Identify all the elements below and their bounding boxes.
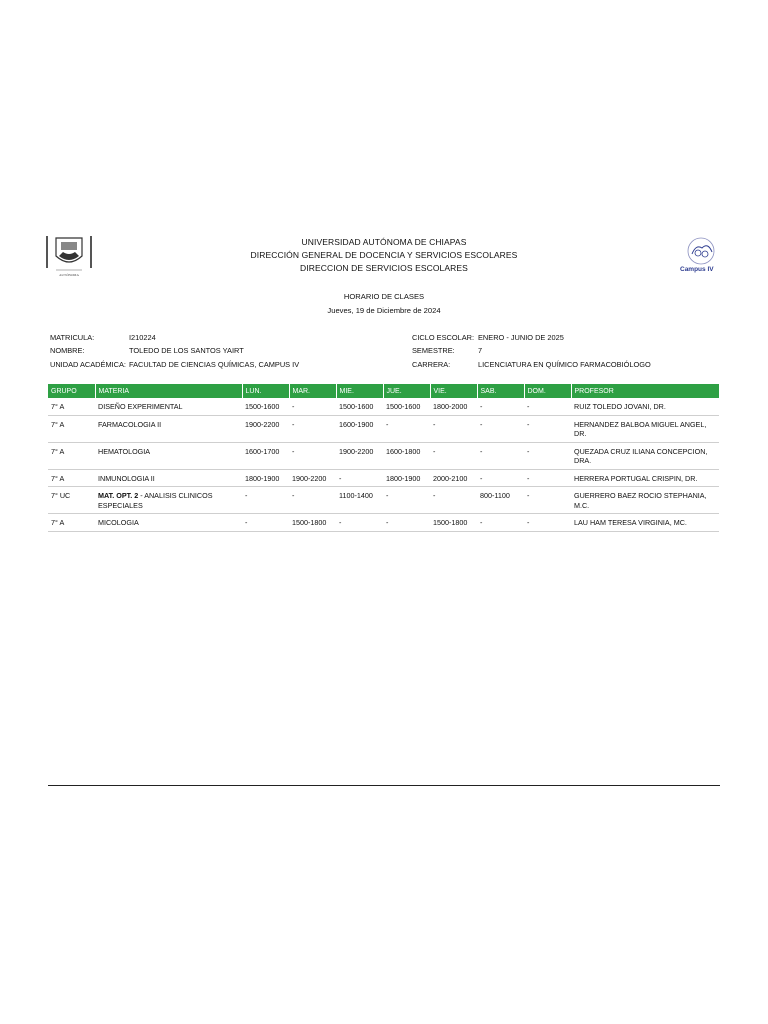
- nombre-label: NOMBRE:: [50, 346, 85, 356]
- cell-materia: [95, 442, 242, 469]
- materia-name: HEMATOLOGIA: [98, 446, 151, 456]
- col-profesor: PROFESOR: [571, 384, 719, 398]
- carrera-label: CARRERA:: [412, 359, 451, 369]
- unidad-label: UNIDAD ACADÉMICA:: [50, 359, 126, 369]
- cell-mie: 1600-1900: [336, 415, 383, 442]
- document-title: HORARIO DE CLASES: [343, 292, 425, 301]
- materia-prefix: MAT. OPT. 2: [98, 491, 139, 500]
- svg-text:AUTÓNOMA: AUTÓNOMA: [59, 273, 79, 277]
- cell-profesor: GUERRERO BAEZ ROCIO STEPHANIA, M.C.: [571, 487, 719, 514]
- cell-materia: [95, 415, 242, 442]
- cell-sab: 800-1100: [477, 487, 524, 514]
- cell-jue: -: [383, 487, 430, 514]
- cell-grupo: 7° A: [48, 398, 95, 415]
- cell-sab: -: [477, 415, 524, 442]
- cell-profesor: RUIZ TOLEDO JOVANI, DR.: [571, 398, 719, 415]
- cell-grupo: 7° UC: [48, 487, 95, 514]
- cell-grupo: 7° A: [48, 469, 95, 487]
- col-lun: LUN.: [242, 384, 289, 398]
- table-row: [48, 415, 719, 442]
- table-row: [48, 398, 719, 415]
- cell-materia: [95, 514, 242, 532]
- cell-mar: 1900-2200: [289, 469, 336, 487]
- cell-mar: 1500-1800: [289, 514, 336, 532]
- cell-vie: 1800-2000: [430, 398, 477, 415]
- cell-dom: -: [524, 487, 571, 514]
- cell-dom: -: [524, 442, 571, 469]
- cell-mie: 1500-1600: [336, 398, 383, 415]
- document-title-block: [0, 290, 768, 318]
- cell-lun: -: [242, 487, 289, 514]
- cell-mie: -: [336, 514, 383, 532]
- table-header-row: [48, 384, 719, 398]
- col-grupo: GRUPO: [48, 384, 95, 398]
- cell-lun: -: [242, 514, 289, 532]
- student-info: [50, 331, 730, 371]
- cell-dom: -: [524, 469, 571, 487]
- cell-dom: -: [524, 398, 571, 415]
- cell-jue: 1500-1600: [383, 398, 430, 415]
- cell-profesor: HERNANDEZ BALBOA MIGUEL ANGEL, DR.: [571, 415, 719, 442]
- document-date: Jueves, 19 de Diciembre de 2024: [327, 306, 441, 315]
- materia-name: - ANALISIS CLINICOS ESPECIALES: [98, 491, 213, 510]
- cell-vie: -: [430, 442, 477, 469]
- col-sab: SAB.: [477, 384, 524, 398]
- col-jue: JUE.: [383, 384, 430, 398]
- cell-vie: 2000-2100: [430, 469, 477, 487]
- cell-sab: -: [477, 514, 524, 532]
- cell-grupo: 7° A: [48, 514, 95, 532]
- col-dom: DOM.: [524, 384, 571, 398]
- cell-profesor: QUEZADA CRUZ ILIANA CONCEPCION, DRA.: [571, 442, 719, 469]
- table-row: [48, 514, 719, 532]
- cell-mie: 1900-2200: [336, 442, 383, 469]
- cell-dom: -: [524, 415, 571, 442]
- cell-profesor: HERRERA PORTUGAL CRISPIN, DR.: [571, 469, 719, 487]
- cell-sab: -: [477, 398, 524, 415]
- cell-vie: 1500-1800: [430, 514, 477, 532]
- table-row: [48, 469, 719, 487]
- unidad-value: FACULTAD DE CIENCIAS QUÍMICAS, CAMPUS IV: [129, 359, 300, 369]
- col-vie: VIE.: [430, 384, 477, 398]
- cell-mar: -: [289, 487, 336, 514]
- matricula-value: I210224: [129, 333, 156, 342]
- cell-mar: -: [289, 398, 336, 415]
- cell-materia: [95, 469, 242, 487]
- cell-profesor: LAU HAM TERESA VIRGINIA, MC.: [571, 514, 719, 532]
- cell-vie: -: [430, 415, 477, 442]
- nombre-value: TOLEDO DE LOS SANTOS YAIRT: [129, 346, 244, 356]
- matricula-label: MATRICULA:: [50, 333, 95, 342]
- cell-sab: -: [477, 469, 524, 487]
- schedule-table: [48, 384, 719, 532]
- footer-divider: [48, 785, 720, 786]
- col-mie: MIE.: [336, 384, 383, 398]
- cell-lun: 1500-1600: [242, 398, 289, 415]
- cell-mar: -: [289, 415, 336, 442]
- col-materia: MATERIA: [95, 384, 242, 398]
- semestre-value: 7: [478, 346, 483, 356]
- header-line-1: UNIVERSIDAD AUTÓNOMA DE CHIAPAS: [301, 237, 467, 247]
- cell-jue: 1800-1900: [383, 469, 430, 487]
- cell-mar: -: [289, 442, 336, 469]
- cell-jue: -: [383, 415, 430, 442]
- semestre-label: SEMESTRE:: [412, 346, 455, 356]
- cell-grupo: 7° A: [48, 442, 95, 469]
- table-row: [48, 442, 719, 469]
- cell-materia: [95, 398, 242, 415]
- cell-mie: -: [336, 469, 383, 487]
- col-mar: MAR.: [289, 384, 336, 398]
- cell-grupo: 7° A: [48, 415, 95, 442]
- materia-name: FARMACOLOGIA II: [98, 419, 162, 429]
- cell-dom: -: [524, 514, 571, 532]
- cell-jue: -: [383, 514, 430, 532]
- cell-materia: [95, 487, 242, 514]
- ciclo-value: ENERO - JUNIO DE 2025: [478, 333, 564, 342]
- carrera-value: LICENCIATURA EN QUÍMICO FARMACOBIÓLOGO: [478, 359, 651, 369]
- cell-sab: -: [477, 442, 524, 469]
- cell-lun: 1800-1900: [242, 469, 289, 487]
- table-row: [48, 487, 719, 514]
- materia-name: MICOLOGIA: [98, 518, 139, 527]
- cell-mie: 1100-1400: [336, 487, 383, 514]
- materia-name: DISEÑO EXPERIMENTAL: [98, 402, 183, 411]
- header-line-3: DIRECCION DE SERVICIOS ESCOLARES: [300, 263, 468, 273]
- cell-jue: 1600-1800: [383, 442, 430, 469]
- cell-lun: 1600-1700: [242, 442, 289, 469]
- header-line-2: DIRECCIÓN GENERAL DE DOCENCIA Y SERVICIOS ESCOLARES: [250, 250, 518, 260]
- cell-vie: -: [430, 487, 477, 514]
- cell-lun: 1900-2200: [242, 415, 289, 442]
- campus-label: Campus IV: [680, 266, 714, 273]
- ciclo-label: CICLO ESCOLAR:: [412, 333, 475, 342]
- materia-name: INMUNOLOGIA II: [98, 473, 155, 483]
- institution-header: [0, 236, 768, 275]
